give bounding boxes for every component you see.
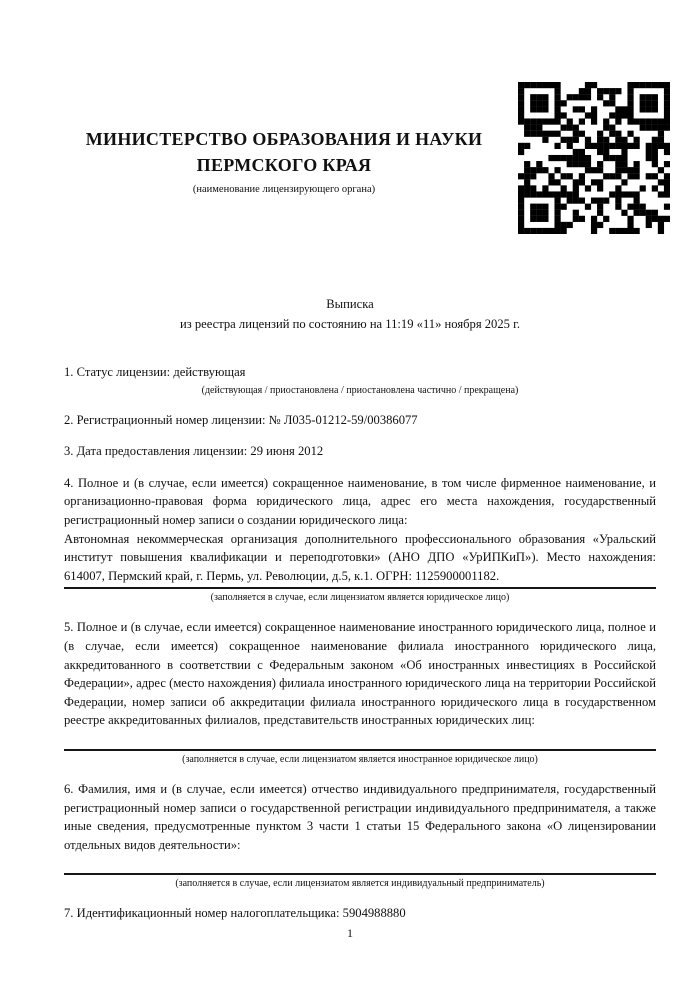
document-title-line-1: Выписка	[326, 297, 374, 311]
item-6-empty-value	[64, 854, 656, 859]
item-5-foreign-entity	[64, 618, 656, 767]
item-5-label: 5. Полное и (в случае, если имеется) сокращенное наименование иностранного юридического лица, полное и (в случае, если имеется) сокращенное наименование филиала иностранного юридического лица, аккредитованного в соответствии с Федеральным законом «Об иностранных инвестициях в Российской Федерации», адрес (место нахождения) филиала иностранного юридического лица на территории Российской Федерации, номер записи об аккредитации филиала иностранного юридического лица в государственном реестре аккредитованных филиалов, представительств иностранных юридических лиц:	[64, 620, 656, 728]
item-6-caption: (заполняется в случае, если лицензиатом является индивидуальный предприниматель)	[175, 878, 545, 890]
page-number: 1	[347, 926, 353, 940]
item-5-caption: (заполняется в случае, если лицензиатом является иностранное юридическое лицо)	[182, 753, 538, 765]
item-7-taxpayer-id	[64, 904, 656, 923]
item-1-text: 1. Статус лицензии: действующая	[64, 365, 246, 379]
item-4-underline	[64, 587, 656, 589]
header-section	[0, 0, 700, 234]
document-title-line-2: из реестра лицензий по состоянию на 11:19 «11» ноября 2025 г.	[179, 317, 520, 331]
ministry-name-line-1: МИНИСТЕРСТВО ОБРАЗОВАНИЯ И НАУКИ	[85, 129, 483, 149]
ministry-name-line-2: ПЕРМСКОГО КРАЯ	[196, 155, 372, 175]
item-6-underline	[64, 873, 656, 875]
document-title	[0, 294, 700, 334]
item-3-text: 3. Дата предоставления лицензии: 29 июня 2012	[64, 444, 324, 459]
item-6-label: 6. Фамилия, имя и (в случае, если имеется) отчество индивидуального предпринимателя, государственный регистрационный номер записи о государственной регистрации индивидуального предпринимателя, а также иные сведения, предусмотренные пунктом 3 части 1 статьи 15 Федерального закона «О лицензировании отдельных видов деятельности»:	[64, 781, 656, 852]
document-body	[0, 363, 700, 923]
item-4-caption: (заполняется в случае, если лицензиатом является юридическое лицо)	[210, 592, 510, 604]
item-4-value: Автономная некоммерческая организация дополнительного профессионального образования «Уральский институт повышения квалификации и переподготовки» (АНО ДПО «УрИПКиП»). Место нахождения: 614007, Пермский край, г. Пермь, ул. Революции, д.5, к.1. ОГРН: 1125900001182.	[64, 531, 656, 583]
item-7-text: 7. Идентификационный номер налогоплательщика: 5904988880	[64, 906, 406, 921]
item-5-empty-value	[64, 730, 656, 735]
item-2-registration-number	[64, 411, 656, 430]
licensing-authority-name	[64, 82, 504, 197]
item-3-license-date	[64, 442, 656, 461]
item-1-caption: (действующая / приостановлена / приостановлена частично / прекращена)	[201, 384, 519, 396]
item-5-underline	[64, 749, 656, 751]
qr-code-icon	[518, 82, 670, 234]
item-4-legal-entity	[64, 474, 656, 606]
item-6-individual-entrepreneur	[64, 780, 656, 891]
item-2-text: 2. Регистрационный номер лицензии: № Л035-01212-59/00386077	[64, 412, 418, 427]
item-1-license-status	[64, 363, 656, 398]
ministry-name-caption: (наименование лицензирующего органа)	[192, 184, 376, 195]
item-4-label: 4. Полное и (в случае, если имеется) сокращенное наименование, в том числе фирменное наименование, и организационно-правовая форма юридического лица, адрес его места нахождения, государственный регистрационный номер записи о создании юридического лица:	[64, 475, 656, 527]
